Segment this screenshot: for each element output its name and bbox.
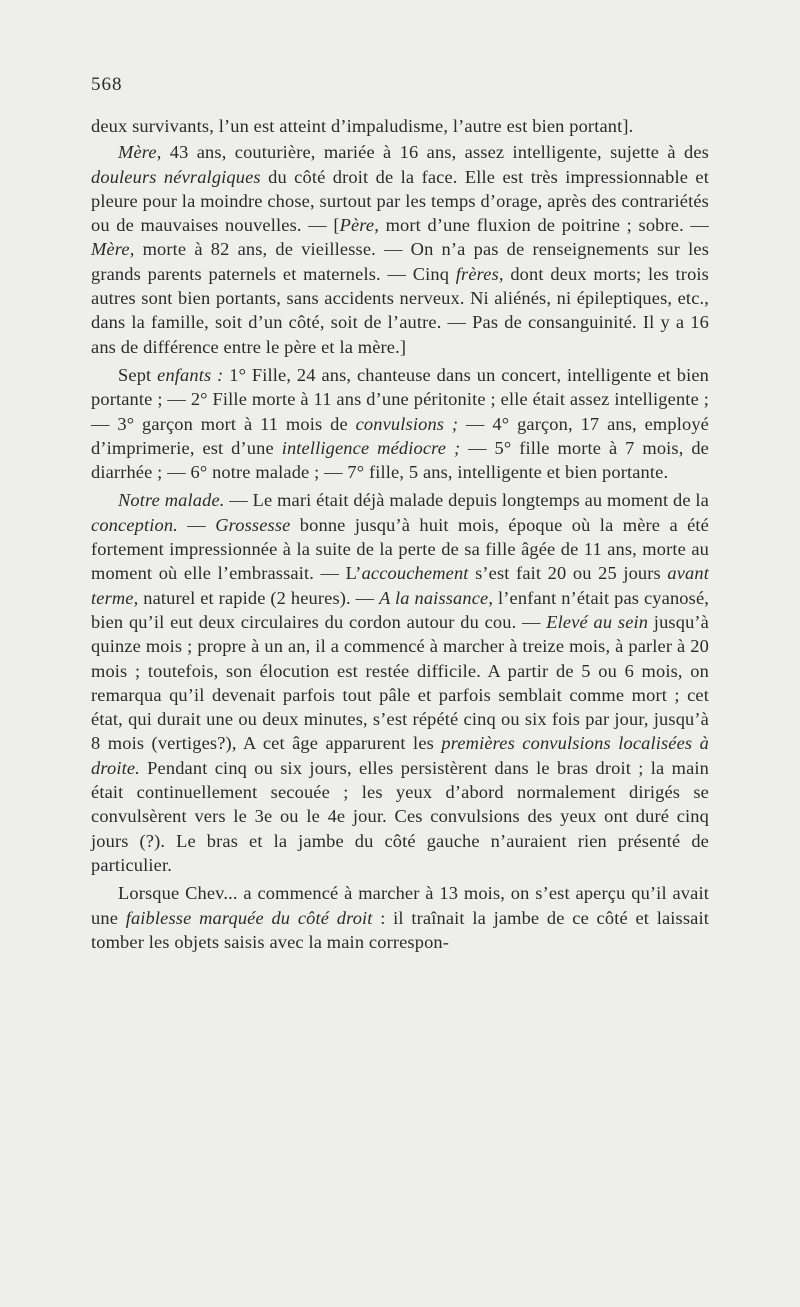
text-run: mort d’une fluxion de poitrine ; sobre. — — [379, 215, 709, 236]
text-run: — — [177, 514, 216, 535]
italic-text-run: conception. — [91, 514, 178, 535]
italic-text-run: convulsions ; — [355, 413, 459, 434]
text-run: — 4° garçon, 17 ans, employé d’imprimerie, est d’une — [91, 413, 709, 458]
italic-text-run: A la naissance, — [379, 587, 494, 608]
page-number: 568 — [91, 74, 123, 95]
italic-text-run: Mère, — [118, 142, 162, 163]
text-run: Sept — [118, 364, 158, 385]
text-run: Lorsque Chev... a commencé à marcher à 13 mois, on s’est aperçu qu’il avait une — [91, 883, 709, 928]
italic-text-run: premières convulsions localisées à droite. — [91, 733, 709, 778]
text-run: dont deux morts; les trois autres sont bien portants, sans accidents nerveux. Ni aliénés, ni épileptiques, etc., dans la famille, soit d’un côté, soit de l’autre. — Pas de consanguinité. Il y a 16 ans de différence entre le père et la mère.] — [91, 263, 709, 357]
italic-text-run: intelligence médiocre ; — [281, 437, 461, 458]
paragraph — [91, 140, 709, 359]
text-run: bonne jusqu’à huit mois, époque où la mère a été fortement impressionnée à la suite de la perte de sa fille âgée de 11 ans, morte au moment où elle l’embrassait. — L’ — [91, 514, 709, 584]
text-run: 1° Fille, 24 ans, chanteuse dans un concert, intelligente et bien portante ; — 2° Fille morte à 11 ans d’une péritonite ; elle était assez intelligente ; — 3° garçon mort à 11 mois de — [91, 364, 710, 434]
italic-text-run: frères, — [455, 263, 504, 284]
italic-text-run: avant terme, — [91, 563, 709, 608]
text-run: : il traînait la jambe de ce côté et laissait tomber les objets saisis avec la main correspon- — [91, 907, 709, 952]
italic-text-run: Elevé au sein — [546, 611, 649, 632]
paragraph — [91, 114, 709, 138]
italic-text-run: douleurs névralgiques — [91, 166, 261, 187]
text-run: Pendant cinq ou six jours, elles persistèrent dans le bras droit ; la main était continuellement secouée ; les yeux d’abord normalement dirigés se convulsèrent vers le 3e ou le 4e jour. Ces convulsions des yeux ont duré cinq jours (?). Le bras et la jambe du côté gauche n’auraient rien présenté de particulier. — [91, 757, 709, 875]
italic-text-run: faiblesse marquée du côté droit — [125, 907, 373, 928]
text-run: s’est fait 20 ou 25 jours — [468, 563, 668, 584]
paragraph — [91, 488, 709, 877]
text-run: morte à 82 ans, de vieillesse. — On n’a pas de renseignements sur les grands parents paternels et maternels. — Cinq — [91, 239, 709, 284]
text-run: du côté droit de la face. Elle est très impressionnable et pleure pour la moindre chose, surtout par les temps d’orage, après des contrariétés ou de mauvaises nouvelles. — [ — [91, 166, 709, 236]
italic-text-run: Père, — [339, 215, 379, 236]
paragraph — [91, 881, 709, 954]
text-run: naturel et rapide (2 heures). — — [138, 587, 380, 608]
paragraph — [91, 363, 709, 484]
text-run: — Le mari était déjà malade depuis longtemps au moment de la — [224, 490, 709, 511]
italic-text-run: Mère, — [91, 239, 135, 260]
italic-text-run: Grossesse — [215, 514, 291, 535]
text-run: — 5° fille morte à 7 mois, de diarrhée ; — 6° notre malade ; — 7° fille, 5 ans, intelligente et bien portante. — [91, 437, 709, 483]
italic-text-run: accouchement — [361, 563, 469, 584]
italic-text-run: enfants : — [157, 364, 224, 385]
italic-text-run: Notre malade. — [118, 490, 225, 511]
text-run: deux survivants, l’un est atteint d’impaludisme, l’autre est bien portant]. — [91, 116, 634, 136]
body-text — [91, 114, 709, 958]
text-run: jusqu’à quinze mois ; propre à un an, il a commencé à marcher à treize mois, à parler à 20 mois ; toutefois, son élocution est restée difficile. A partir de 5 ou 6 mois, on remarqua qu’il devenait parfois tout pâle et parfois semblait comme mort ; cet état, qui durait une ou deux minutes, s’est répété cinq ou six fois par jour, jusqu’à 8 mois (vertiges?), A cet âge apparurent les — [91, 611, 709, 754]
text-run: l’enfant n’était pas cyanosé, bien qu’il eut deux circulaires du cordon autour du cou. — — [91, 587, 710, 632]
text-run: 43 ans, couturière, mariée à 16 ans, assez intelligente, sujette à des — [161, 142, 709, 163]
